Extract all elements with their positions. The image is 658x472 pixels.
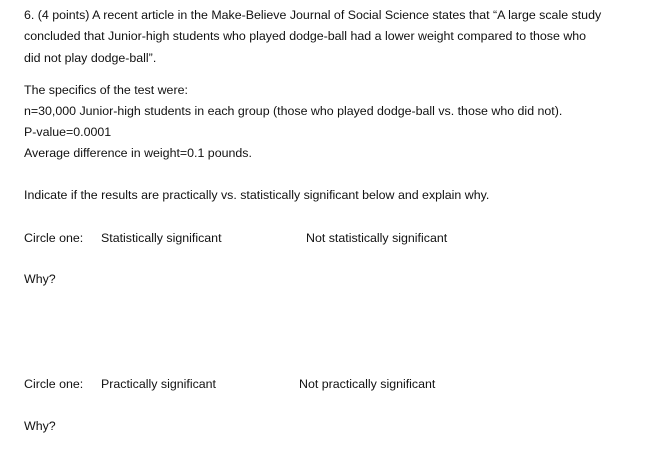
weight-difference-line: Average difference in weight=0.1 pounds.: [24, 146, 252, 160]
option-not-practically-significant[interactable]: Not practically significant: [299, 377, 436, 391]
option-practically-significant[interactable]: Practically significant: [101, 377, 217, 391]
option-not-statistically-significant[interactable]: Not statistically significant: [306, 231, 448, 245]
question-line-2: concluded that Junior-high students who played dodge-ball had a lower weight compared to those who: [24, 29, 587, 43]
sample-size-line: n=30,000 Junior-high students in each group (those who played dodge-ball vs. those who did not).: [24, 104, 563, 118]
why-practical-label: Why?: [24, 419, 56, 433]
instruction-text: Indicate if the results are practically vs. statistically significant below and explain why.: [24, 188, 490, 202]
specifics-heading: The specifics of the test were:: [24, 83, 188, 97]
question-line-1: 6. (4 points) A recent article in the Make-Believe Journal of Social Science states that “A large scale study: [24, 8, 602, 22]
p-value-line: P-value=0.0001: [24, 125, 112, 139]
practical-circle-row: [24, 376, 644, 392]
circle-one-label: Circle one:: [24, 377, 84, 391]
why-statistical-label: Why?: [24, 272, 56, 286]
question-line-3: did not play dodge-ball”.: [24, 51, 157, 65]
circle-one-label: Circle one:: [24, 231, 84, 245]
statistical-circle-row: [24, 230, 644, 246]
option-statistically-significant[interactable]: Statistically significant: [101, 231, 222, 245]
